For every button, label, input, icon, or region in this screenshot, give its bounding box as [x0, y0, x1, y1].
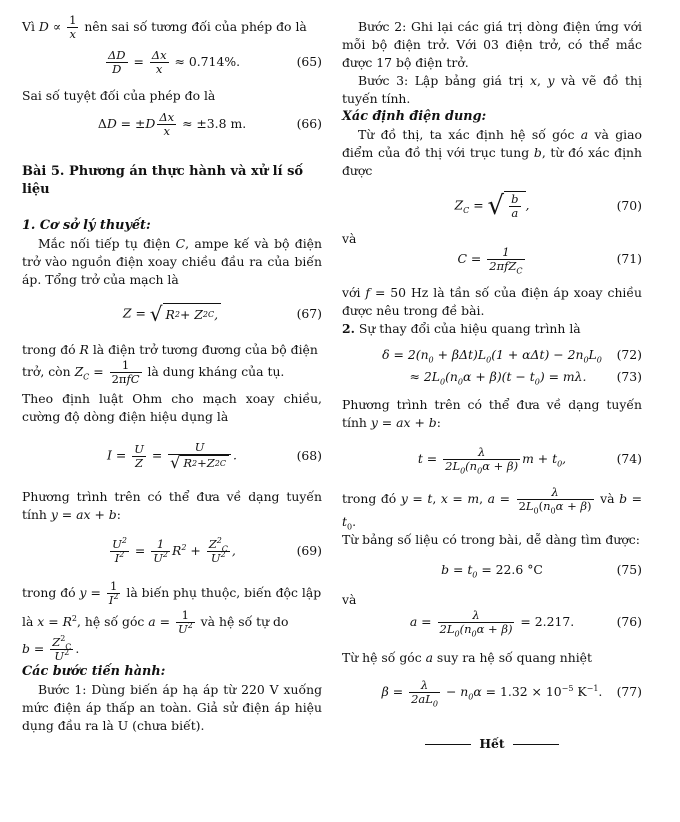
paragraph: là $x = R^2$, hệ số góc a = $\frac{1}{U^2}$ và hệ số tự do	[22, 608, 289, 636]
left-column	[22, 8, 322, 735]
paragraph: trong đó R là điện trở tương đương của bộ điện	[22, 342, 318, 357]
equation-number: (71)	[616, 251, 642, 266]
end-label: Hết	[479, 736, 505, 751]
rule-left	[425, 744, 471, 745]
equation-number: (65)	[296, 54, 322, 69]
paragraph: và	[342, 231, 357, 246]
paragraph: Vì D ∝ $\frac{1}{x}$ nên sai số tương đối của phép đo là	[22, 13, 307, 41]
equation-72: $\delta = 2(n_0 + \beta\Delta t)L_0(1 + \alpha\Delta t) - 2n_0L_0$ (72)	[382, 347, 642, 365]
paragraph: Từ hệ số góc a suy ra hệ số quang nhiệt	[342, 650, 592, 665]
paragraph: Sai số tuyệt đối của phép đo là	[22, 88, 216, 103]
paragraph: Phương trình trên có thể đưa về dạng tuyến tính y = ax + b:	[22, 489, 322, 522]
paragraph: và	[342, 592, 357, 607]
equation-75: $b = t_0 = 22.6$ °C (75)	[441, 562, 642, 580]
equation-65: $\frac{\Delta D}{D}$ = $\frac{\Delta x}{x}$ ≈ 0.714%. (65)	[107, 47, 322, 76]
paragraph: trở, còn $Z_C$ = $\frac{1}{\text{2πfC}}$ là dung kháng của tụ.	[22, 358, 285, 386]
equation-67: Z = √ R 2 + Z 2 C , (67)	[122, 302, 322, 326]
paragraph: Bước 1: Dùng biến áp hạ áp từ 220 V xuống mức điện áp thấp an toàn. Giả sử điện áp hiệu dụng đầu ra là U (chưa biết).	[22, 682, 322, 733]
equation-number: (76)	[616, 614, 642, 629]
paragraph: Phương trình trên có thể đưa về dạng tuyến tính y = ax + b:	[342, 397, 642, 430]
equation-number: (72)	[616, 347, 642, 362]
equation-number: (67)	[296, 306, 322, 321]
right-column	[342, 8, 642, 753]
equation-number: (74)	[616, 451, 642, 466]
equation-71: C = $\frac{1}{2\pi fZ_C}$ (71)	[457, 244, 642, 275]
subsection-heading: 1. Cơ sở lý thuyết:	[22, 218, 151, 233]
equation-number: (69)	[296, 543, 322, 558]
equation-73: ≈ $2L_0(n_0\alpha + \beta)(t - t_0) = m\lambda$. (73)	[409, 369, 642, 387]
paragraph: Mắc nối tiếp tụ điện C, ampe kế và bộ điện trở vào nguồn điện xoay chiều đầu ra của biến áp. Tổng trở của mạch là	[22, 236, 322, 287]
subsection-heading: Các bước tiến hành:	[22, 664, 166, 679]
paragraph: trong đó y = t, x = m, a = $\frac{\lambda}{2L_0(n_0\alpha + \beta)}$ và $b = t_0$.	[342, 485, 642, 532]
paragraph: 2. Sự thay đổi của hiệu quang trình là	[342, 321, 581, 336]
end-marker	[342, 735, 642, 753]
paragraph: trong đó y = $\frac{1}{I^2}$ là biến phụ thuộc, biến độc lập	[22, 579, 322, 607]
equation-66: ΔD = ±D $\frac{\Delta x}{x}$ ≈ ±3.8 m. (66)	[97, 109, 322, 138]
paragraph: Từ bảng số liệu có trong bài, dễ dàng tìm được:	[342, 532, 640, 547]
section-heading: Bài 5. Phương án thực hành và xử lí số liệu	[22, 164, 304, 197]
equation-number: (68)	[296, 448, 322, 463]
equation-70: $Z_C$ = √ $\frac{b}{a}$ , (70)	[454, 191, 642, 221]
paragraph: với f = 50 Hz là tần số của điện áp xoay chiều được nêu trong đề bài.	[342, 285, 642, 318]
equation-68: I = $\frac{U}{Z}$ = U √ R 2 + Z 2 C . (68)	[107, 440, 322, 472]
equation-number: (66)	[296, 116, 322, 131]
equation-number: (70)	[616, 198, 642, 213]
paragraph: Bước 3: Lập bảng giá trị x, y và vẽ đồ thị tuyến tính.	[342, 73, 642, 106]
equation-number: (75)	[616, 562, 642, 577]
equation-number: (77)	[616, 684, 642, 699]
paragraph: Bước 2: Ghi lại các giá trị dòng điện ứng với mỗi bộ điện trở. Với 03 điện trở, có thể mắc được 17 bộ điện trở.	[342, 19, 642, 70]
equation-76: a = $\frac{\lambda}{2L_0(n_0\alpha + \beta)}$ = 2.217. (76)	[409, 607, 642, 638]
equation-74: t = $\frac{\lambda}{2L_0(n_0\alpha + \beta)}$ $m + t_0$, (74)	[417, 444, 642, 475]
equation-77: β = $\frac{\lambda}{2aL_0}$ − $n_0\alpha = 1.32 \times 10^{-5}$ $K^{-1}$. (77)	[381, 677, 642, 708]
paragraph: Theo định luật Ohm cho mạch xoay chiều, cường độ dòng điện hiệu dụng là	[22, 391, 322, 424]
paragraph: Từ đồ thị, ta xác định hệ số góc a và giao điểm của đồ thị với trục tung b, từ đó xác định được	[342, 127, 642, 178]
rule-right	[513, 744, 559, 745]
equation-number: (73)	[616, 369, 642, 384]
paragraph: b = $\frac{Z^2_C}{U^2}$ .	[22, 634, 80, 663]
subsection-heading: Xác định điện dung:	[342, 109, 487, 124]
equation-69: $\frac{U^2}{I^2}$ = $\frac{1}{U^2}$ $R^2$ + $\frac{Z^2_C}{U^2}$ , (69)	[112, 535, 322, 565]
